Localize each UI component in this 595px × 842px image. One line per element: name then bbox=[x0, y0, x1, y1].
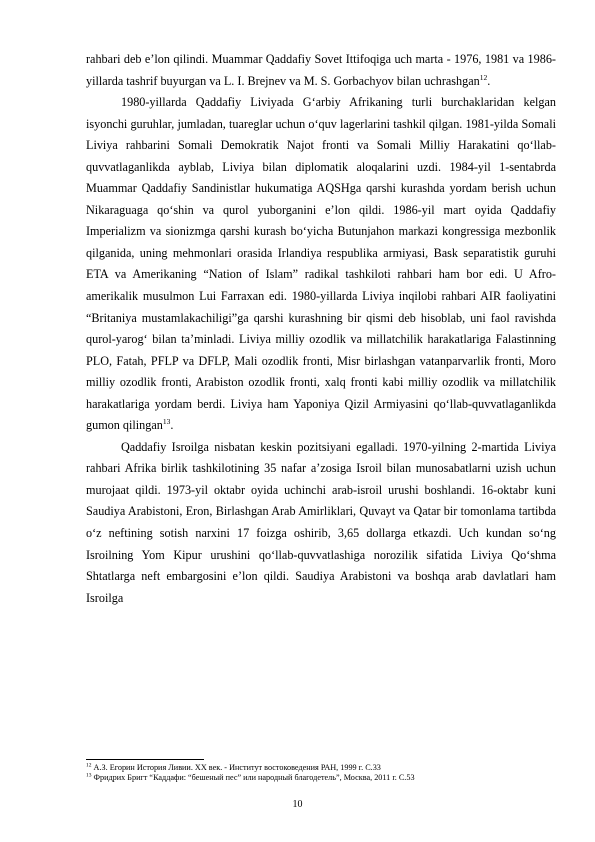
paragraph-1-text: rahbari deb e’lon qilindi. Muammar Qaddafiy Sovet Ittifoqiga uch marta - 1976, 1981 va 1986-yillarda tashrif buyurgan va L. I. Brejnev va M. S. Gorbachyov bilan uchrashgan bbox=[86, 52, 556, 88]
footnotes bbox=[86, 759, 556, 783]
paragraph-1-tail: . bbox=[487, 73, 491, 88]
footnote-divider bbox=[86, 759, 204, 760]
document-body bbox=[86, 49, 556, 609]
paragraph-2-tail: . bbox=[170, 418, 174, 433]
footnote-13 bbox=[86, 773, 556, 783]
paragraph-3-text: Qaddafiy Isroilga nisbatan keskin pozitsiyani egalladi. 1970-yilning 2-martida Liviya rahbari Afrika birlik tashkilotining 35 nafar a’zosiga Isroil bilan munosabatlarni uzish uchun murojaat qildi. 1973-yil oktabr oyida uchinchi arab-isroil urushi boshlandi. 16-oktabr kuni Saudiya Arabistoni, Eron, Birlashgan Arab Amirliklari, Quvayt va Qatar bir tomonlama tartibda o‘z neftining sotish narxini 17 foizga oshirib, 3,65 dollarga etkazdi. Uch kundan so‘ng Isroilning Yom Kipur urushini qo‘llab-quvvatlashiga norozilik sifatida Liviya Qo‘shma Shtatlarga neft embargosini e’lon qildi. Saudiya Arabistoni va boshqa arab davlatlari ham Isroilga bbox=[86, 439, 556, 605]
paragraph-2-text: 1980-yillarda Qaddafiy Liviyada G‘arbiy Afrikaning turli burchaklaridan kelgan isyonchi guruhlar, jumladan, tuareglar uchun o‘quv lagerlarini tashkil qilgan. 1981-yilda Somali Liviya rahbarini Somali Demokratik Najot fronti va Somali Milliy Harakatini qo‘llab-quvvatlaganlikda ayblab, Liviya bilan diplomatik aloqalarini uzdi. 1984-yil 1-sentabrda Muammar Qaddafiy Sandinistlar hukumatiga AQSHga qarshi kurashda yordam berish uchun Nikaraguaga qo‘shin va qurol yuborganini e’lon qildi. 1986-yil mart oyida Qaddafiy Imperializm va sionizmga qarshi kurash bo‘yicha Butunjahon markazi kongressiga mezbonlik qilganida, uning mehmonlari orasida Irlandiya respublika armiyasi, Bask separatistik guruhi ETA va Amerikaning “Nation of Islam” radikal tashkiloti rahbari ham bor edi. U Afro-amerikalik musulmon Lui Farraxan edi. 1980-yillarda Liviya inqilobi rahbari AIR faoliyatini “Britaniya mustamlakachiligi”ga qarshi kurashning bir qismi deb hisoblab, uni faol ravishda qurol-yarog‘ bilan ta’minladi. Liviya milliy ozodlik va millatchilik harakatlariga Falastinning PLO, Fatah, PFLP va DFLP, Mali ozodlik fronti, Misr birlashgan vatanparvarlik fronti, Moro milliy ozodlik fronti, Arabiston ozodlik fronti, xalq fronti kabi milliy ozodlik va millatchilik harakatlariga yordam berdi. Liviya ham Yaponiya Qizil Armiyasini qo‘llab-quvvatlaganlikda gumon qilingan bbox=[86, 95, 556, 433]
footnote-13-number: 13 bbox=[86, 772, 92, 779]
footnote-ref-12[interactable]: 12 bbox=[479, 72, 488, 82]
paragraph-1 bbox=[86, 49, 556, 92]
footnote-12-number: 12 bbox=[86, 762, 92, 769]
footnote-ref-13[interactable]: 13 bbox=[162, 417, 171, 427]
paragraph-3 bbox=[86, 437, 556, 609]
paragraph-2 bbox=[86, 92, 556, 437]
page-number: 10 bbox=[292, 799, 303, 810]
footnote-13-text: Фридрих Бригт “Каддафи: “бешеный пес” или народный благодетель”, Москва, 2011 г. С.53 bbox=[93, 773, 415, 782]
footnote-12-text: А.З. Егорин История Ливии. ХХ век. - Институт востоковедения РАН, 1999 г. С.33 bbox=[93, 763, 381, 772]
footnote-12 bbox=[86, 763, 556, 773]
